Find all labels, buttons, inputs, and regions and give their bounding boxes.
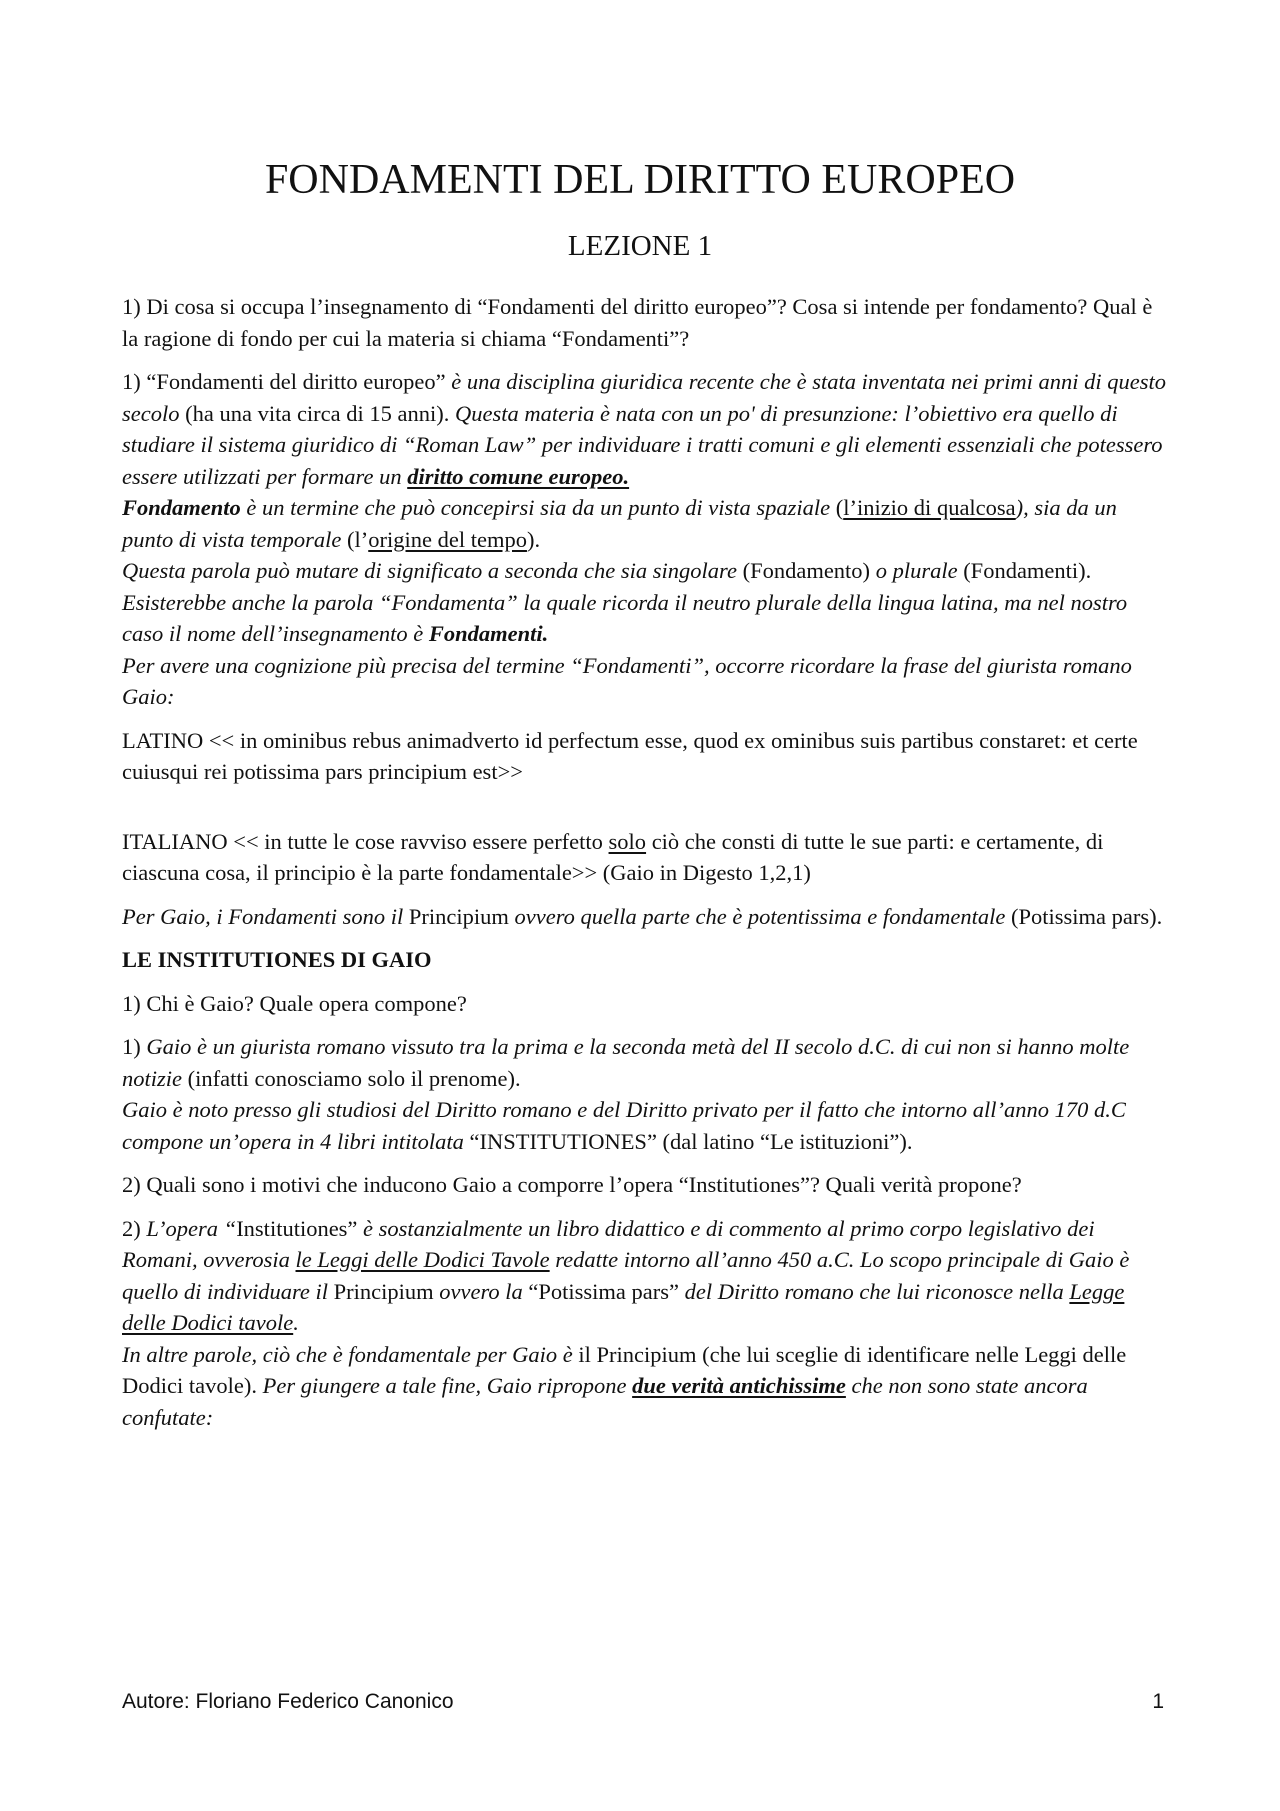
section-heading: LE INSTITUTIONES DI GAIO <box>122 947 432 972</box>
bold-term: Fondamenti. <box>428 621 549 646</box>
text-run: 1) “Fondamenti del diritto europeo” <box>122 369 452 394</box>
text-run: 1) <box>122 1034 147 1059</box>
text-run: ), <box>1015 495 1035 520</box>
answer-3-continued <box>122 1339 1172 1434</box>
text-run: In altre parole, ciò che è fondamentale per Gaio è <box>122 1341 573 1367</box>
text-run: Gaio è noto presso gli studiosi del Diritto romano e del Diritto privato per il fatto che intorno all’anno 170 d.C compone un’opera in 4 libri intitolata <box>122 1097 1126 1154</box>
text-run: “INSTITUTIONES” (dal latino “Le istituzioni”). <box>463 1128 913 1154</box>
text-run: 2) <box>122 1215 147 1241</box>
document-title: FONDAMENTI DEL DIRITTO EUROPEO <box>264 157 1016 203</box>
text-run: (ha una vita circa di 15 anni). <box>179 400 455 426</box>
text-run: (l’ <box>341 526 369 552</box>
italian-quote <box>122 826 1172 889</box>
underlined-term: Legge delle Dodici tavole <box>122 1278 1125 1335</box>
answer-1-paragraph <box>122 366 1172 492</box>
page-number: 1 <box>1152 1690 1164 1713</box>
underlined-term: diritto comune europeo. <box>407 463 630 489</box>
text-run: ( <box>830 495 844 520</box>
gaio-intro-paragraph <box>122 650 1172 713</box>
per-gaio-paragraph <box>122 901 1172 933</box>
underlined-term: solo <box>608 828 647 854</box>
text-run: Principium <box>408 903 509 929</box>
text-run: (infatti conosciamo solo il prenome). <box>182 1065 521 1091</box>
fondamento-paragraph <box>122 492 1172 555</box>
parola-paragraph <box>122 555 1172 650</box>
text-run: . <box>293 1310 299 1335</box>
question-2: 1) Chi è Gaio? Quale opera compone? <box>122 990 467 1016</box>
text-run: ciò che consti di tutte le sue parti: e certamente, di ciascuna cosa, il principio è la parte fondamentale>> (Gaio in Digesto 1,2,1) <box>122 828 1104 885</box>
text-run: o plurale <box>875 558 958 583</box>
text-run: ovvero quella parte che è potentissima e fondamentale <box>508 903 1006 929</box>
text-run: sia da un punto di vista temporale <box>122 495 1117 552</box>
text-run: Questa parola può mutare di significato a seconda che sia singolare <box>122 558 737 583</box>
text-run: ). <box>526 526 541 552</box>
underlined-term: le Leggi delle Dodici Tavole <box>295 1247 550 1272</box>
answer-3-paragraph <box>122 1213 1172 1339</box>
question-1: 1) Di cosa si occupa l’insegnamento di “Fondamenti del diritto europeo”? Cosa si intende per fondamento? Qual è la ragione di fondo per cui la materia si chiama “Fondamenti”? <box>122 294 1153 351</box>
text-run: è una disciplina giuridica recente che è stata inventata nei primi anni di questo secolo <box>122 369 1166 426</box>
text-run: (Fondamenti). <box>957 558 1092 583</box>
text-run: Institutiones” <box>236 1215 358 1241</box>
text-run: Esisterebbe anche la parola “Fondamenta” la quale ricorda il neutro plurale della lingua latina, ma nel nostro caso il nome dell’insegnamento è <box>122 589 1128 646</box>
text-run: (Potissima pars). <box>1005 903 1163 929</box>
text-run: Principium <box>333 1278 434 1304</box>
latin-quote: LATINO << in ominibus rebus animadverto id perfectum esse, quod ex ominibus suis partibus constaret: et certe cuiusqui rei potissima pars principium est>> <box>122 727 1138 784</box>
underlined-term: l’inizio di qualcosa <box>843 495 1016 520</box>
answer-2-continued <box>122 1094 1172 1157</box>
text-run: (Fondamento) <box>736 558 876 583</box>
text-run: ovvero la <box>433 1278 529 1304</box>
text-run: Per Gaio, i Fondamenti sono il <box>122 903 409 929</box>
bold-term: Fondamento <box>122 495 241 520</box>
text-run: Per giungere a tale fine, Gaio ripropone <box>262 1373 633 1398</box>
text-run: del Diritto romano che lui riconosce nella <box>679 1278 1070 1304</box>
question-3: 2) Quali sono i motivi che inducono Gaio a comporre l’opera “Institutiones”? Quali verità propone? <box>122 1172 1022 1197</box>
lesson-title: LEZIONE 1 <box>567 230 713 262</box>
text-run: che non sono state ancora confutate: <box>122 1373 1088 1430</box>
answer-2-paragraph <box>122 1031 1172 1094</box>
text-run: è un termine che può concepirsi sia da un punto di vista spaziale <box>240 495 831 520</box>
text-run: il Principium (che lui sceglie di identificare nelle Leggi delle Dodici tavole). <box>122 1341 1127 1398</box>
footer-author: Autore: Floriano Federico Canonico <box>122 1690 454 1713</box>
underlined-term: due verità antichissime <box>632 1373 846 1398</box>
text-run: “Potissima pars” <box>528 1278 680 1304</box>
text-run: L’opera “ <box>146 1215 237 1241</box>
document-body <box>122 291 1172 1433</box>
underlined-term: origine del tempo <box>368 526 527 552</box>
text-run: Questa materia è nata con un po' di presunzione: l’obiettivo era quello di studiare il sistema giuridico di “Roman Law” per individuare i tratti comuni e gli elementi essenziali che potessero essere utilizzati per formare un <box>122 400 1163 489</box>
text-run: ITALIANO << in tutte le cose ravviso essere perfetto <box>122 828 609 854</box>
text-run: Per avere una cognizione più precisa del termine “Fondamenti”, occorre ricordare la frase del giurista romano Gaio: <box>122 652 1132 709</box>
text-run: Gaio è un giurista romano vissuto tra la prima e la seconda metà del II secolo d.C. di cui non si hanno molte notizie <box>122 1034 1130 1091</box>
text-run: è sostanzialmente un libro didattico e di commento al primo corpo legislativo dei Romani, ovverosia <box>122 1215 1095 1272</box>
text-run: redatte intorno all’anno 450 a.C. Lo scopo principale di Gaio è quello di individuare il <box>122 1247 1130 1304</box>
